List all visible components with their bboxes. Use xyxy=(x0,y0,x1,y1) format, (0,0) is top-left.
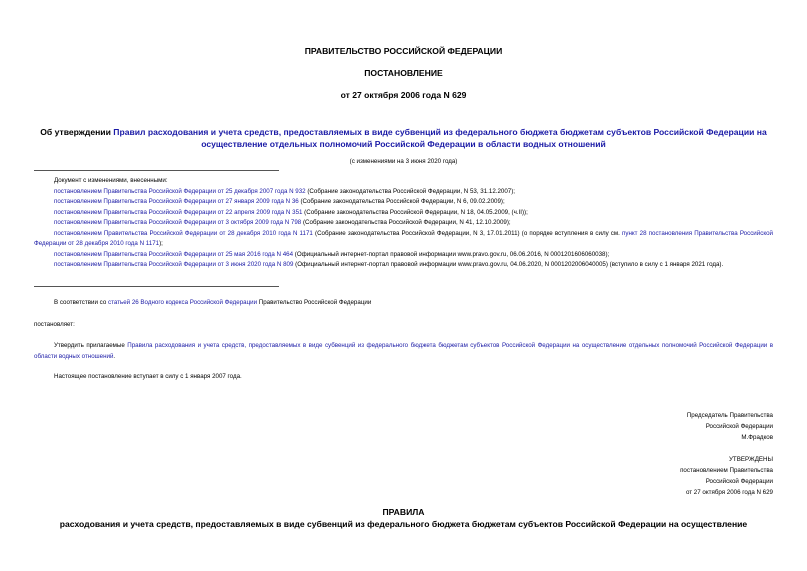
change-link-1[interactable]: постановлением Правительства Российской Федерации от 25 декабря 2007 года N 932 xyxy=(54,187,306,195)
amendment-note: (с изменениями на 3 июня 2020 года) xyxy=(349,158,458,165)
change-link-5[interactable]: постановлением Правительства Российской Федерации от 28 декабря 2010 года N 1171 xyxy=(54,229,313,237)
change-item-1 xyxy=(34,187,773,198)
rules-heading: ПРАВИЛА xyxy=(382,507,425,517)
change-text-1: (Собрание законодательства Российской Федерации, N 53, 31.12.2007); xyxy=(305,187,516,195)
change-item-3 xyxy=(34,208,773,219)
rules-subheading: расходования и учета средств, предоставляемых в виде субвенций из федерального бюджета бюджетам субъектов Российской Федерации на осуществление xyxy=(59,519,748,529)
change-text-5b: ); xyxy=(159,240,163,247)
change-link-6[interactable]: постановлением Правительства Российской Федерации от 25 мая 2016 года N 464 xyxy=(54,250,294,258)
preamble-prefix: В соответствии со xyxy=(54,299,108,306)
approved-country: Российской Федерации xyxy=(705,478,773,485)
change-text-5: (Собрание законодательства Российской Федерации, N 3, 17.01.2011) (о порядке вступления в силу см. xyxy=(312,229,623,237)
doc-date-number: от 27 октября 2006 года N 629 xyxy=(340,90,467,100)
change-link-4[interactable]: постановлением Правительства Российской Федерации от 3 октября 2009 года N 798 xyxy=(54,219,302,226)
government-heading: ПРАВИТЕЛЬСТВО РОССИЙСКОЙ ФЕДЕРАЦИИ xyxy=(304,46,503,56)
preamble-paragraph xyxy=(34,298,773,309)
signature-country: Российской Федерации xyxy=(705,423,773,430)
change-item-4 xyxy=(34,218,773,229)
signature-name: М.Фрадков xyxy=(741,434,773,441)
change-text-3: (Собрание законодательства Российской Федерации, N 18, 04.05.2009, (ч.II)); xyxy=(302,208,528,216)
resolves-paragraph: постановляет: xyxy=(34,321,75,328)
changes-bottom-divider xyxy=(34,286,279,287)
water-code-link[interactable]: статьей 26 Водного кодекса Российской Федерации xyxy=(107,299,258,306)
change-link-7[interactable]: постановлением Правительства Российской Федерации от 3 июня 2020 года N 809 xyxy=(54,261,294,268)
title-prefix: Об утверждении xyxy=(40,127,114,137)
rules-heading-block xyxy=(0,506,807,530)
signature-title: Председатель Правительства xyxy=(686,412,773,419)
changes-top-divider xyxy=(34,170,279,171)
approve-prefix: Утвердить прилагаемые xyxy=(54,342,128,349)
title-link[interactable]: Правил расходования и учета средств, предоставляемых в виде субвенций из федерального бюджета бюджетам субъектов Российской Федерации на осуществление отдельных полномочий Российской Федерации в области водных отношений xyxy=(113,127,767,149)
change-item-5 xyxy=(34,229,773,250)
doc-type-heading: ПОСТАНОВЛЕНИЕ xyxy=(364,68,443,78)
signature-block xyxy=(687,410,773,443)
approved-date: от 27 октября 2006 года N 629 xyxy=(685,489,773,496)
changes-block xyxy=(34,176,773,271)
change-text-7: (Официальный интернет-портал правовой информации www.pravo.gov.ru, 04.06.2020, N 0001202006040005) (вступило в силу с 1 января 2021 года). xyxy=(293,261,724,268)
change-link-3[interactable]: постановлением Правительства Российской Федерации от 22 апреля 2009 года N 351 xyxy=(54,208,303,216)
changes-intro: Документ с изменениями, внесенными: xyxy=(54,177,168,184)
approved-block xyxy=(680,454,773,498)
change-text-6: (Официальный интернет-портал правовой информации www.pravo.gov.ru, 06.06.2016, N 0001201606060038); xyxy=(293,250,610,258)
change-link-2[interactable]: постановлением Правительства Российской Федерации от 27 января 2009 года N 36 xyxy=(54,198,299,205)
document-title xyxy=(30,126,777,150)
rules-link[interactable]: Правила расходования и учета средств, предоставляемых в виде субвенций из федерального бюджета бюджетам субъектов Российской Федерации на осуществление отдельных полномочий Российской Федерации в области водных отношений xyxy=(34,342,773,360)
change-text-2: (Собрание законодательства Российской Федерации, N 6, 09.02.2009); xyxy=(298,198,505,205)
change-item-7 xyxy=(34,260,773,271)
approved-by: постановлением Правительства xyxy=(680,467,773,474)
change-link-5b[interactable]: пункт 28 постановления Правительства Российской Федерации от 28 декабря 2010 года N 1171 xyxy=(34,229,773,247)
preamble-suffix: Правительство Российской Федерации xyxy=(257,299,372,306)
change-item-2 xyxy=(34,197,773,208)
change-item-6 xyxy=(34,250,773,261)
approved-label: УТВЕРЖДЕНЫ xyxy=(729,456,773,463)
effective-date-paragraph: Настоящее постановление вступает в силу с 1 января 2007 года. xyxy=(54,373,242,380)
approve-suffix: . xyxy=(113,352,116,360)
approve-paragraph xyxy=(34,341,773,362)
change-text-4: (Собрание законодательства Российской Федерации, N 41, 12.10.2009); xyxy=(301,219,511,226)
